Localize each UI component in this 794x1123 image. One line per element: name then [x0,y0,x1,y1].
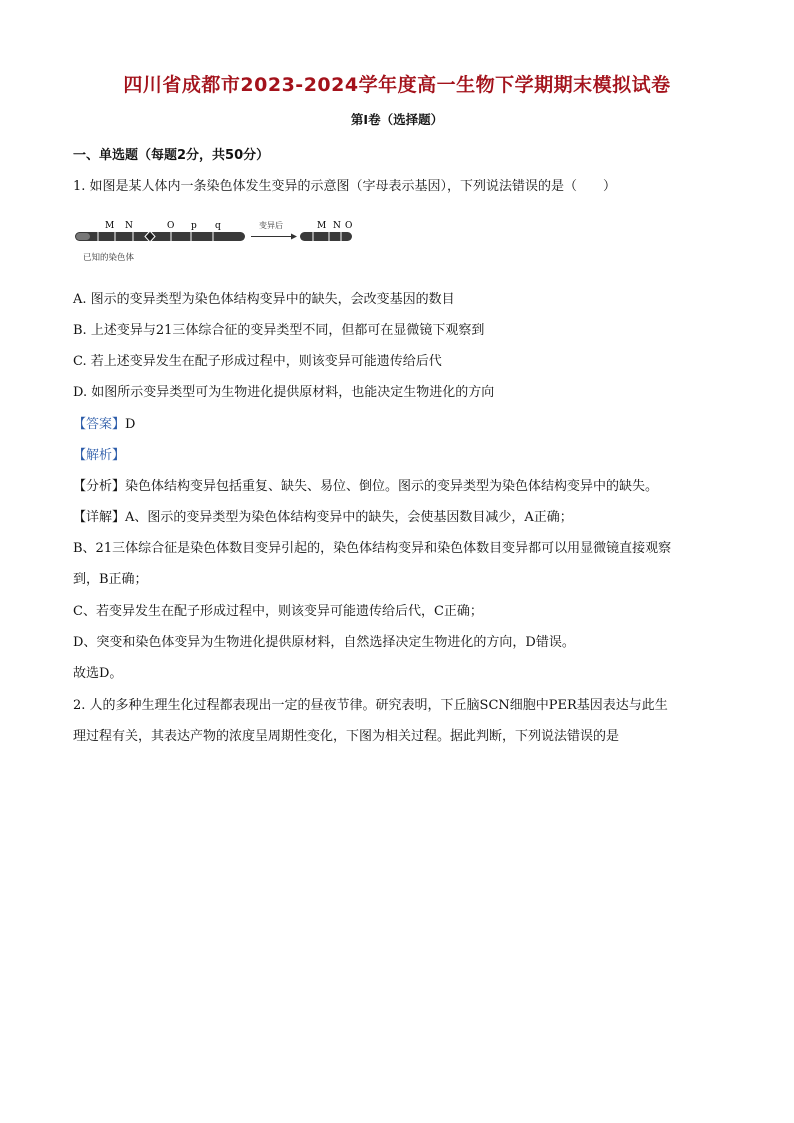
option-b: B. 上述变异与21三体综合征的变异类型不同，但都可在显微镜下观察到 [73,323,485,338]
analysis-xiangjie [73,506,573,525]
figure-caption: 已知的染色体 [83,253,135,263]
gene-label: M [317,221,327,231]
question-2-line1: 2. 人的多种生理生化过程都表现出一定的昼夜节律。研究表明，下丘脑SCN细胞中PER基因表达与此生 [73,698,668,713]
answer-value: D [125,417,136,432]
gene-label: q [215,221,221,231]
option-c: C. 若上述变异发生在配子形成过程中，则该变异可能遗传给后代 [73,354,442,369]
arrow-icon [251,220,297,240]
conclusion: 故选D。 [73,666,123,681]
answer-tag: 【答案】 [73,417,126,432]
xiangjie-tag: 【详解】 [73,510,126,525]
explain-d: D、突变和染色体变异为生物进化提供原材料，自然选择决定生物进化的方向，D错误。 [73,635,575,650]
gene-label: O [167,221,175,231]
mutated-chromosome [300,221,352,241]
section-heading: 一、单选题（每题2分，共50分） [73,148,270,163]
arrow-label: 变异后 [259,221,283,230]
fenxi-tag: 【分析】 [73,479,126,494]
question-1-stem: 1. 如图是某人体内一条染色体发生变异的示意图（字母表示基因），下列说法错误的是（ ） [73,179,617,194]
gene-label: M [105,221,115,231]
section-subtitle: 第Ⅰ卷（选择题） [350,112,444,127]
analysis-fenxi [73,475,658,494]
chromosome-diagram [73,212,353,268]
fenxi-text: 染色体结构变异包括重复、缺失、易位、倒位。图示的变异类型为染色体结构变异中的缺失。 [125,479,659,494]
original-chromosome [75,221,245,242]
page-title: 四川省成都市2023-2024学年度高一生物下学期期末模拟试卷 [123,74,671,96]
question-2-line2: 理过程有关，其表达产物的浓度呈周期性变化，下图为相关过程。据此判断，下列说法错误的是 [73,729,620,744]
option-a: A. 图示的变异类型为染色体结构变异中的缺失，会改变基因的数目 [73,292,455,307]
gene-label: p [191,221,197,231]
gene-label: N [333,221,341,231]
explain-c: C、若变异发生在配子形成过程中，则该变异可能遗传给后代，C正确； [73,604,483,619]
xiangjie-text: A、图示的变异类型为染色体结构变异中的缺失，会使基因数目减少，A正确； [125,510,573,525]
explain-b-line1: B、21三体综合征是染色体数目变异引起的，染色体结构变异和染色体数目变异都可以用显微镜直接观察 [73,541,672,556]
gene-label: N [125,221,133,231]
answer-line [73,413,135,432]
gene-label: O [345,221,353,231]
option-d: D. 如图所示变异类型可为生物进化提供原材料，也能决定生物进化的方向 [73,385,495,400]
analysis-tag: 【解析】 [73,448,126,463]
explain-b-line2: 到，B正确； [73,572,148,587]
